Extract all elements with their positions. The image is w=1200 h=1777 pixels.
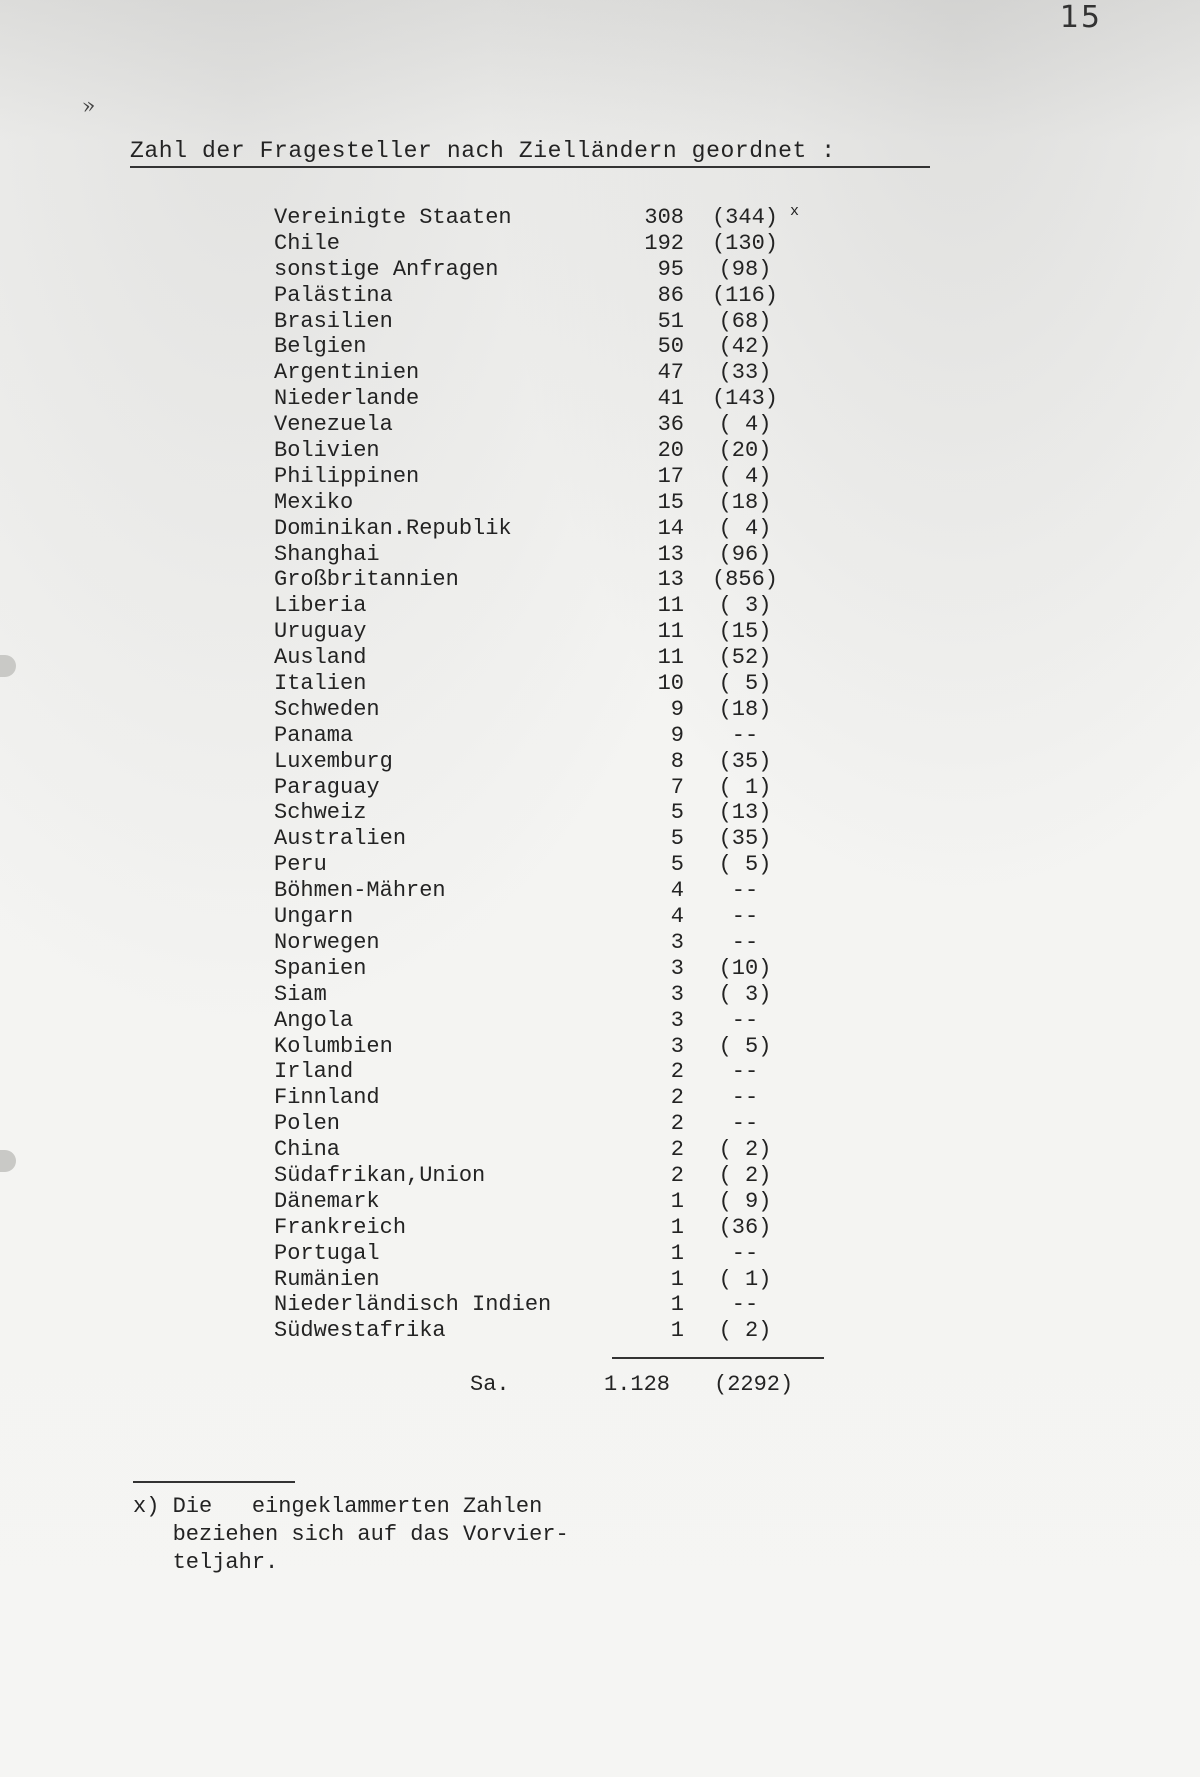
- country-name: Vereinigte Staaten: [274, 205, 512, 230]
- previous-quarter-value: (96): [718, 541, 772, 567]
- country-name: Australien: [274, 826, 407, 852]
- document-title: Zahl der Fragesteller nach Zielländern geordnet :: [130, 138, 836, 164]
- table-row: [274, 1241, 834, 1267]
- previous-quarter-value: --: [731, 1292, 759, 1318]
- footnote-rule: [133, 1481, 295, 1483]
- previous-quarter-value: (18): [718, 696, 772, 722]
- previous-quarter-value: --: [731, 1059, 759, 1085]
- count-value: 2: [670, 1137, 684, 1163]
- country-name: Ausland: [274, 645, 367, 671]
- table-row: [274, 1163, 834, 1189]
- sum-row: [470, 1372, 830, 1400]
- count-value: 14: [657, 515, 684, 541]
- count-value: 1: [670, 1240, 684, 1266]
- country-name: Dominikan.Republik: [274, 515, 512, 541]
- count-value: 3: [670, 1007, 684, 1033]
- previous-quarter-value: ( 9): [718, 1188, 772, 1214]
- country-name: Ungarn: [274, 904, 354, 930]
- count-value: 41: [657, 386, 684, 412]
- table-row: [274, 1034, 834, 1060]
- previous-quarter-value: (143): [711, 386, 778, 412]
- count-value: 5: [670, 800, 684, 826]
- previous-quarter-value: ( 2): [718, 1137, 772, 1163]
- country-name: Bolivien: [274, 438, 380, 464]
- country-name: Niederländisch Indien: [274, 1292, 552, 1318]
- previous-quarter-value: ( 5): [718, 852, 772, 878]
- country-name: Mexiko: [274, 489, 354, 515]
- table-row: [274, 904, 834, 930]
- previous-quarter-value: --: [731, 1085, 759, 1111]
- previous-quarter-value: (52): [718, 645, 772, 671]
- table-row: [274, 645, 834, 671]
- table-row: [274, 334, 834, 360]
- table-row: [274, 930, 834, 956]
- table-row: [274, 878, 834, 904]
- count-value: 8: [670, 748, 684, 774]
- previous-quarter-value: (35): [718, 748, 772, 774]
- page-number: 15: [1059, 0, 1102, 35]
- previous-quarter-value: ( 4): [718, 463, 772, 489]
- country-name: Finnland: [274, 1085, 380, 1111]
- previous-quarter-value: ( 4): [718, 412, 772, 438]
- country-name: Schweiz: [274, 800, 367, 826]
- table-row: [274, 1085, 834, 1111]
- country-name: Uruguay: [274, 619, 367, 645]
- count-value: 13: [657, 541, 684, 567]
- table-row: [274, 1215, 834, 1241]
- previous-quarter-value: --: [731, 1007, 759, 1033]
- table-row: [274, 1189, 834, 1215]
- country-name: Shanghai: [274, 541, 380, 567]
- count-value: 2: [670, 1111, 684, 1137]
- count-value: 2: [670, 1059, 684, 1085]
- sum-total: 1.128: [604, 1372, 671, 1397]
- previous-quarter-value: ( 5): [718, 1033, 772, 1059]
- country-name: Spanien: [274, 955, 367, 981]
- country-name: Kolumbien: [274, 1033, 393, 1059]
- table-row: [274, 1267, 834, 1293]
- table-row: [274, 438, 834, 464]
- table-row: [274, 1008, 834, 1034]
- country-name: China: [274, 1137, 341, 1163]
- table-row: [274, 257, 834, 283]
- table-row: [274, 697, 834, 723]
- country-name: Brasilien: [274, 308, 393, 334]
- table-row: [274, 1292, 834, 1318]
- count-value: 2: [670, 1085, 684, 1111]
- previous-quarter-value: (36): [718, 1214, 772, 1240]
- count-value: 1: [670, 1318, 684, 1344]
- table-row: [274, 826, 834, 852]
- count-value: 3: [670, 1033, 684, 1059]
- table-row: [274, 1059, 834, 1085]
- count-value: 36: [657, 412, 684, 438]
- count-value: 192: [644, 230, 684, 256]
- country-name: Philippinen: [274, 463, 420, 489]
- previous-quarter-value: (18): [718, 489, 772, 515]
- previous-quarter-value: (68): [718, 308, 772, 334]
- footnote: [133, 1493, 693, 1577]
- table-row: [274, 309, 834, 335]
- country-name: Irland: [274, 1059, 354, 1085]
- previous-quarter-value: ( 1): [718, 774, 772, 800]
- previous-quarter-value: (10): [718, 955, 772, 981]
- country-name: Italien: [274, 671, 367, 697]
- count-value: 1: [670, 1292, 684, 1318]
- count-value: 9: [670, 722, 684, 748]
- previous-quarter-value: ( 3): [718, 981, 772, 1007]
- previous-quarter-value: (130): [711, 230, 778, 256]
- previous-quarter-value: --: [731, 929, 759, 955]
- table-row: [274, 464, 834, 490]
- footnote-line: teljahr.: [133, 1550, 279, 1575]
- previous-quarter-value: (98): [718, 256, 772, 282]
- table-row: [274, 516, 834, 542]
- previous-quarter-value: --: [731, 1111, 759, 1137]
- table-row: [274, 982, 834, 1008]
- count-value: 9: [670, 696, 684, 722]
- table-row: [274, 671, 834, 697]
- previous-quarter-value: --: [731, 722, 759, 748]
- country-table: [274, 205, 834, 1344]
- previous-quarter-value: (42): [718, 334, 772, 360]
- count-value: 10: [657, 671, 684, 697]
- table-row: [274, 412, 834, 438]
- count-value: 5: [670, 852, 684, 878]
- previous-quarter-value: ( 5): [718, 671, 772, 697]
- country-name: Südafrikan,Union: [274, 1162, 486, 1188]
- country-name: Liberia: [274, 593, 367, 619]
- count-value: 11: [657, 619, 684, 645]
- country-name: Böhmen-Mähren: [274, 878, 446, 904]
- country-name: Paraguay: [274, 774, 380, 800]
- country-name: Belgien: [274, 334, 367, 360]
- count-value: 3: [670, 929, 684, 955]
- previous-quarter-value: (35): [718, 826, 772, 852]
- table-row: [274, 593, 834, 619]
- count-value: 47: [657, 360, 684, 386]
- previous-quarter-value: ( 1): [718, 1266, 772, 1292]
- country-name: Rumänien: [274, 1266, 380, 1292]
- table-row: [274, 567, 834, 593]
- count-value: 7: [670, 774, 684, 800]
- previous-quarter-value: --: [731, 1240, 759, 1266]
- table-row: [274, 490, 834, 516]
- count-value: 13: [657, 567, 684, 593]
- table-row: [274, 852, 834, 878]
- table-row: [274, 386, 834, 412]
- table-row: [274, 619, 834, 645]
- count-value: 11: [657, 645, 684, 671]
- footnote-line: beziehen sich auf das Vorvier-: [133, 1522, 569, 1547]
- count-value: 1: [670, 1266, 684, 1292]
- previous-quarter-value: (344): [711, 205, 778, 230]
- previous-quarter-value: --: [731, 878, 759, 904]
- count-value: 11: [657, 593, 684, 619]
- country-name: Polen: [274, 1111, 341, 1137]
- country-name: Portugal: [274, 1240, 380, 1266]
- count-value: 15: [657, 489, 684, 515]
- table-row: [274, 1318, 834, 1344]
- previous-quarter-value: ( 2): [718, 1162, 772, 1188]
- table-row: [274, 800, 834, 826]
- country-name: sonstige Anfragen: [274, 256, 499, 282]
- country-name: Niederlande: [274, 386, 420, 412]
- count-value: 4: [670, 904, 684, 930]
- sum-previous: (2292): [714, 1372, 794, 1397]
- table-row: [274, 283, 834, 309]
- previous-quarter-value: (15): [718, 619, 772, 645]
- country-name: Luxemburg: [274, 748, 393, 774]
- punch-hole: [0, 655, 16, 677]
- punch-hole: [0, 1150, 16, 1172]
- country-name: Großbritannien: [274, 567, 459, 593]
- country-name: Venezuela: [274, 412, 393, 438]
- table-row: [274, 542, 834, 568]
- count-value: 3: [670, 955, 684, 981]
- previous-quarter-value: ( 3): [718, 593, 772, 619]
- country-name: Dänemark: [274, 1188, 380, 1214]
- table-row: [274, 1111, 834, 1137]
- table-row: [274, 956, 834, 982]
- country-name: Peru: [274, 852, 327, 878]
- previous-quarter-value: (13): [718, 800, 772, 826]
- previous-quarter-value: (33): [718, 360, 772, 386]
- count-value: 308: [644, 205, 684, 230]
- count-value: 95: [657, 256, 684, 282]
- table-row: [274, 775, 834, 801]
- table-row: [274, 1137, 834, 1163]
- country-name: Norwegen: [274, 929, 380, 955]
- table-row: [274, 749, 834, 775]
- country-name: Palästina: [274, 282, 393, 308]
- previous-quarter-value: --: [731, 904, 759, 930]
- country-name: Siam: [274, 981, 327, 1007]
- table-row: [274, 723, 834, 749]
- handwritten-mark: »: [80, 93, 98, 120]
- footnote-line: x) Die eingeklammerten Zahlen: [133, 1494, 543, 1519]
- country-name: Südwestafrika: [274, 1318, 446, 1344]
- country-name: Argentinien: [274, 360, 420, 386]
- country-name: Frankreich: [274, 1214, 407, 1240]
- country-name: Panama: [274, 722, 354, 748]
- country-name: Chile: [274, 230, 341, 256]
- count-value: 3: [670, 981, 684, 1007]
- country-name: Schweden: [274, 696, 380, 722]
- country-name: Angola: [274, 1007, 354, 1033]
- table-row: [274, 231, 834, 257]
- count-value: 20: [657, 438, 684, 464]
- count-value: 17: [657, 463, 684, 489]
- count-value: 86: [657, 282, 684, 308]
- count-value: 4: [670, 878, 684, 904]
- count-value: 1: [670, 1188, 684, 1214]
- title-underline: [130, 166, 930, 168]
- count-value: 51: [657, 308, 684, 334]
- sum-rule: [612, 1357, 824, 1359]
- previous-quarter-value: ( 2): [718, 1318, 772, 1344]
- count-value: 50: [657, 334, 684, 360]
- footnote-marker: x: [790, 203, 800, 220]
- count-value: 5: [670, 826, 684, 852]
- previous-quarter-value: (116): [711, 282, 778, 308]
- previous-quarter-value: ( 4): [718, 515, 772, 541]
- previous-quarter-value: (20): [718, 438, 772, 464]
- count-value: 1: [670, 1214, 684, 1240]
- count-value: 2: [670, 1162, 684, 1188]
- previous-quarter-value: (856): [711, 567, 778, 593]
- table-row: [274, 205, 834, 231]
- sum-label: Sa.: [470, 1372, 510, 1397]
- table-row: [274, 360, 834, 386]
